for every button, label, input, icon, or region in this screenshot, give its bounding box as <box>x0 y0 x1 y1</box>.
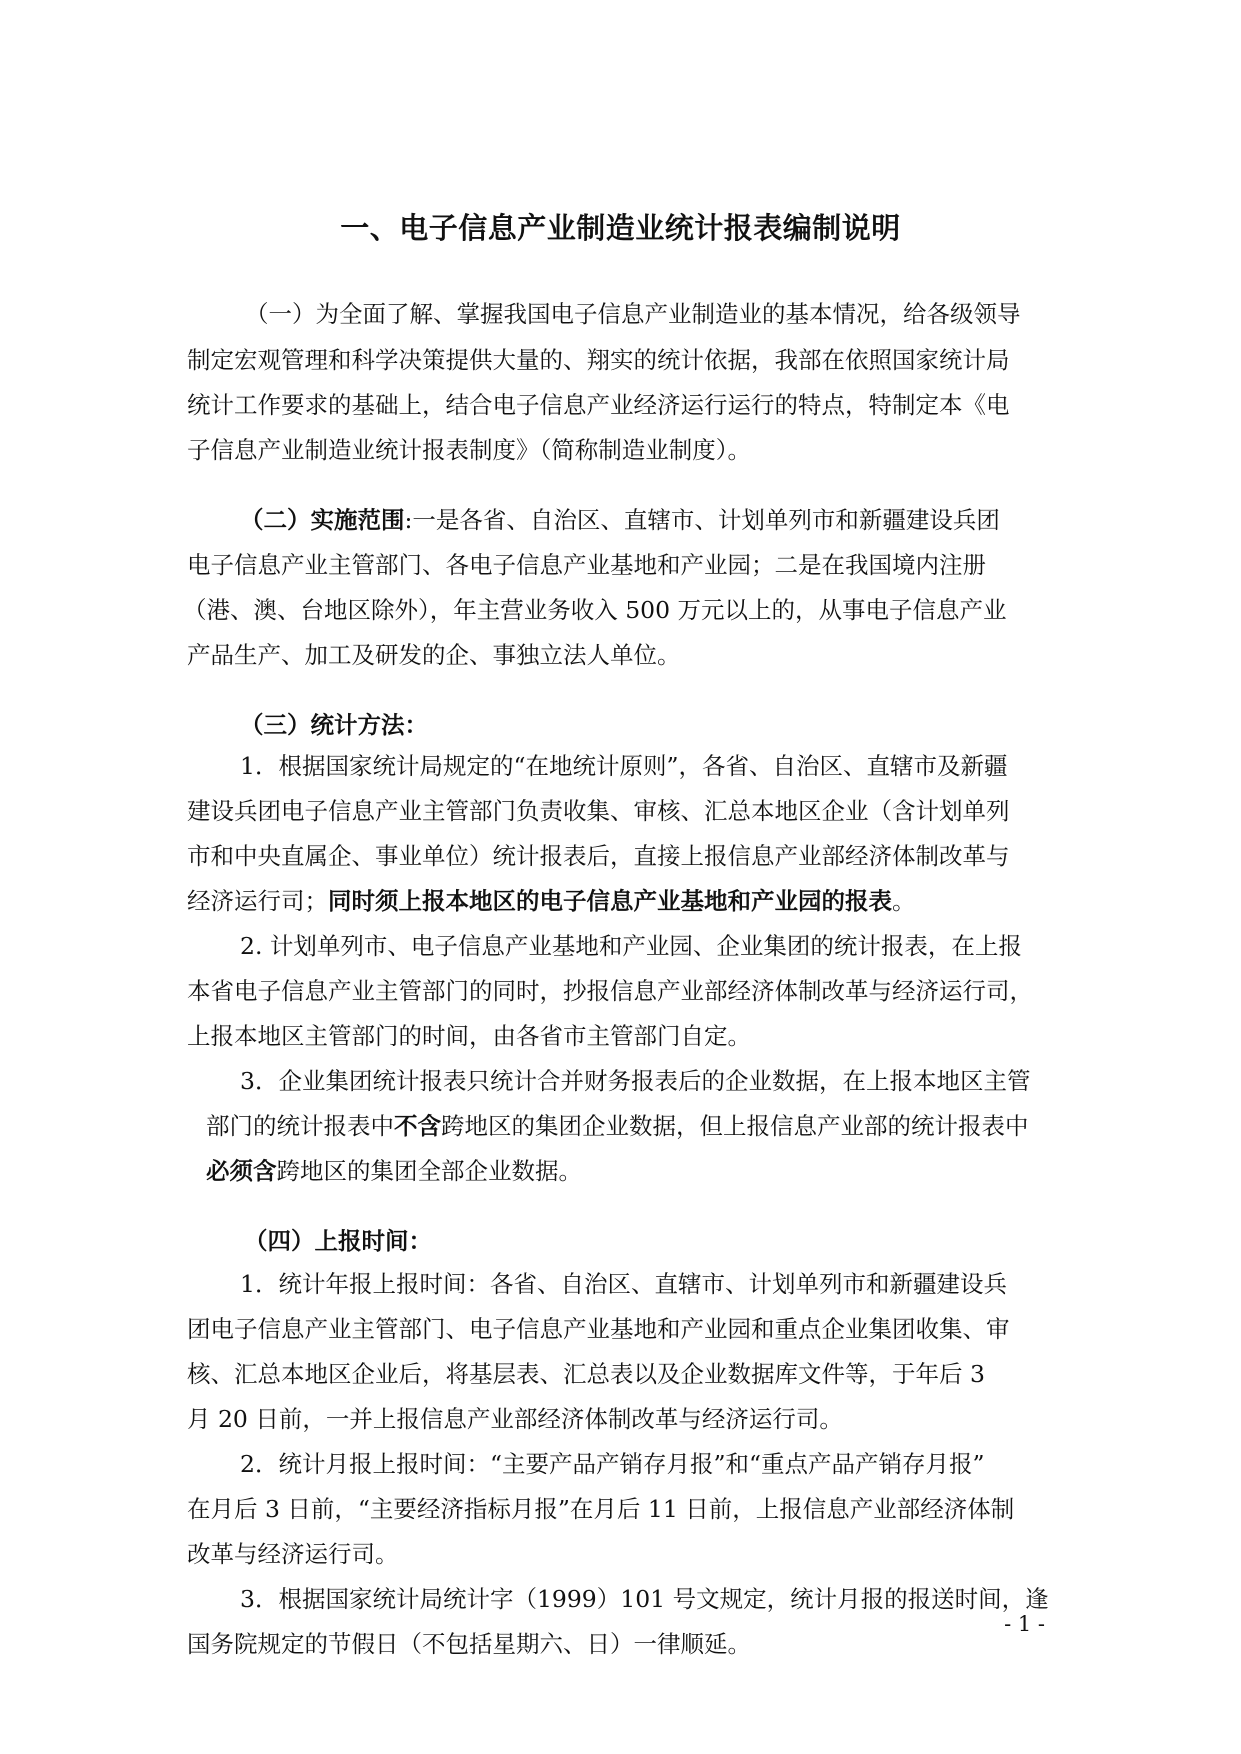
paragraph-line: 3．企业集团统计报表只统计合并财务报表后的企业数据，在上报本地区主管 <box>240 1067 1031 1095</box>
paragraph-line: 1．统计年报上报时间：各省、自治区、直辖市、计划单列市和新疆建设兵 <box>240 1270 1007 1298</box>
paragraph-line: （一）为全面了解、掌握我国电子信息产业制造业的基本情况，给各级领导 <box>245 300 1021 328</box>
section-heading: （三）统计方法： <box>240 711 428 739</box>
page-number: - 1 - <box>1004 1612 1045 1636</box>
paragraph-line: 制定宏观管理和科学决策提供大量的、翔实的统计依据，我部在依照国家统计局 <box>187 346 1010 374</box>
paragraph-line: 团电子信息产业主管部门、电子信息产业基地和产业园和重点企业集团收集、审 <box>187 1315 1010 1343</box>
paragraph-line: 产品生产、加工及研发的企、事独立法人单位。 <box>187 641 681 669</box>
paragraph-line: （港、澳、台地区除外），年主营业务收入 500 万元以上的，从事电子信息产业 <box>183 596 1007 624</box>
paragraph-line: 建设兵团电子信息产业主管部门负责收集、审核、汇总本地区企业（含计划单列 <box>187 797 1010 825</box>
paragraph-line: 本省电子信息产业主管部门的同时，抄报信息产业部经济体制改革与经济运行司， <box>187 977 1033 1005</box>
page-title: 一、电子信息产业制造业统计报表编制说明 <box>340 211 901 245</box>
paragraph-line: 核、汇总本地区企业后，将基层表、汇总表以及企业数据库文件等，于年后 3 <box>187 1360 985 1388</box>
emphasis-text: 同时须上报本地区的电子信息产业基地和产业园的报表 <box>328 887 892 915</box>
paragraph-line: 子信息产业制造业统计报表制度》（简称制造业制度）。 <box>187 436 751 464</box>
paragraph-text: 跨地区的集团全部企业数据。 <box>276 1157 582 1185</box>
paragraph-line: 国务院规定的节假日（不包括星期六、日）一律顺延。 <box>187 1630 751 1658</box>
emphasis-text: 不含 <box>394 1112 441 1140</box>
emphasis-text: 必须含 <box>206 1157 277 1185</box>
paragraph-line: 2．统计月报上报时间：“主要产品产销存月报”和“重点产品产销存月报” <box>240 1450 985 1478</box>
paragraph-line: 2. 计划单列市、电子信息产业基地和产业园、企业集团的统计报表，在上报 <box>240 932 1022 960</box>
section-number: （二） <box>240 506 311 534</box>
paragraph-line <box>187 883 916 919</box>
paragraph-text: 跨地区的集团企业数据，但上报信息产业部的统计报表中 <box>441 1112 1029 1140</box>
paragraph-line: 在月后 3 日前，“主要经济指标月报”在月后 11 日前，上报信息产业部经济体制 <box>187 1495 1015 1523</box>
paragraph-line: 市和中央直属企、事业单位）统计报表后，直接上报信息产业部经济体制改革与 <box>187 842 1010 870</box>
paragraph-text: 。 <box>892 887 916 915</box>
section-heading: （四）上报时间： <box>244 1227 432 1255</box>
paragraph-line: 3．根据国家统计局统计字（1999）101 号文规定，统计月报的报送时间，逢 <box>240 1585 1049 1613</box>
paragraph-line: 上报本地区主管部门的时间，由各省市主管部门自定。 <box>187 1022 751 1050</box>
paragraph-line: 改革与经济运行司。 <box>187 1540 399 1568</box>
paragraph-line: 月 20 日前，一并上报信息产业部经济体制改革与经济运行司。 <box>187 1405 843 1433</box>
section-heading: 实施范围 <box>310 506 405 534</box>
paragraph-line: 电子信息产业主管部门、各电子信息产业基地和产业园；二是在我国境内注册 <box>187 551 986 579</box>
paragraph-text: 部门的统计报表中 <box>206 1112 394 1140</box>
paragraph-line <box>206 1108 1029 1144</box>
paragraph-line: 1．根据国家统计局规定的“在地统计原则”，各省、自治区、直辖市及新疆 <box>240 752 1008 780</box>
paragraph-line <box>206 1153 582 1189</box>
paragraph-line <box>240 502 1000 538</box>
paragraph-text: :一是各省、自治区、直辖市、计划单列市和新疆建设兵团 <box>404 506 1000 534</box>
paragraph-line: 统计工作要求的基础上，结合电子信息产业经济运行运行的特点，特制定本《电 <box>187 391 1010 419</box>
paragraph-text: 经济运行司； <box>187 887 328 915</box>
